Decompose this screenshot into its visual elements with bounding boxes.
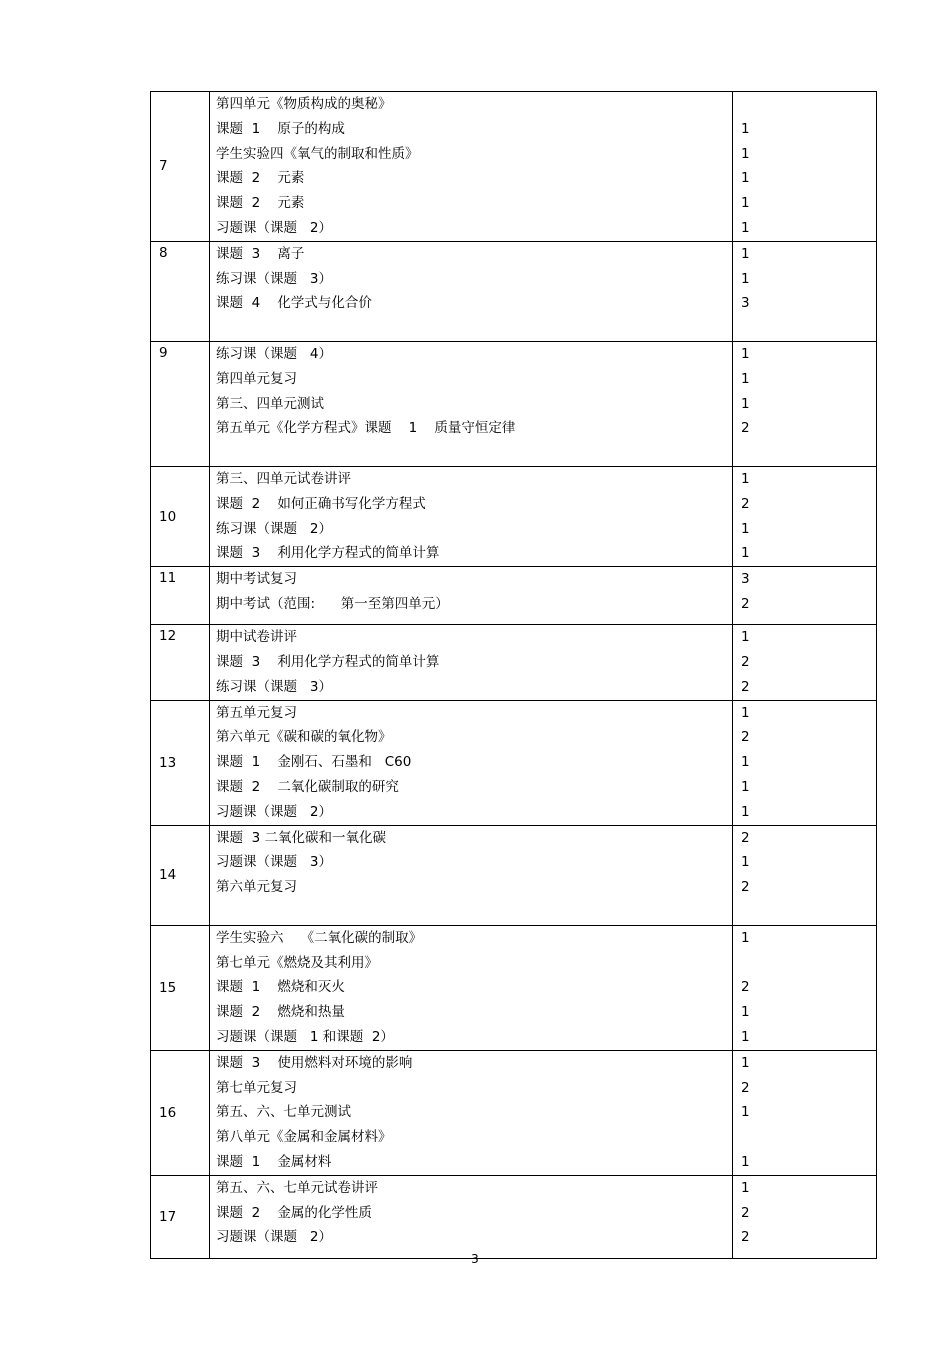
hours-value: 1: [741, 195, 750, 212]
hours-value: 1: [741, 803, 750, 820]
hours-value: 1: [741, 370, 750, 387]
topic-cell: [210, 825, 733, 925]
hours-value: 1: [741, 754, 750, 771]
topic-cell: [210, 1175, 733, 1258]
hours-value: 2: [741, 653, 750, 670]
topic-line: 练习课（课题 3）: [216, 678, 332, 695]
hours-value: 1: [741, 704, 750, 721]
topic-line: 课题 3 利用化学方程式的简单计算: [216, 545, 440, 562]
hours-cell: [733, 241, 877, 341]
hours-value: 2: [741, 729, 750, 746]
hours-value: 1: [741, 1028, 750, 1045]
hours-value: 2: [741, 1079, 750, 1096]
topic-line: 习题课（课题 2）: [216, 803, 332, 820]
week-number: 14: [159, 867, 177, 884]
hours-value: 1: [741, 470, 750, 487]
topic-line: 学生实验六 《二氧化碳的制取》: [216, 929, 423, 946]
week-number-cell: [151, 925, 210, 1050]
topic-line: 第三、四单元测试: [216, 395, 324, 412]
week-number: 11: [159, 570, 177, 587]
week-number-cell: [151, 700, 210, 825]
week-number-cell: [151, 92, 210, 242]
week-number: 10: [159, 508, 177, 525]
topic-line: 练习课（课题 4）: [216, 345, 332, 362]
hours-value: 1: [741, 345, 750, 362]
topic-line: 课题 1 原子的构成: [216, 120, 345, 137]
topic-line: 第四单元《物质构成的奥秘》: [216, 96, 392, 112]
topic-line: 第五、六、七单元测试: [216, 1104, 351, 1121]
week-number: 12: [159, 628, 177, 645]
topic-line: 第八单元《金属和金属材料》: [216, 1129, 392, 1146]
topic-line: 期中考试复习: [216, 571, 297, 588]
topic-line: 第五单元复习: [216, 704, 297, 721]
topic-line: 第六单元复习: [216, 879, 297, 896]
week-number: 7: [159, 158, 168, 175]
topic-line: 课题 4 化学式与化合价: [216, 295, 372, 312]
week-row: [151, 925, 877, 1050]
topic-cell: [210, 466, 733, 566]
topic-cell: [210, 700, 733, 825]
topic-line: 第五、六、七单元试卷讲评: [216, 1179, 378, 1196]
week-row: [151, 1050, 877, 1175]
hours-value: 2: [741, 678, 750, 695]
week-number-cell: [151, 825, 210, 925]
schedule-body: [151, 92, 877, 1259]
hours-cell: [733, 1050, 877, 1175]
hours-cell: [733, 1175, 877, 1258]
hours-value: 2: [741, 595, 750, 612]
topic-line: 课题 2 燃烧和热量: [216, 1004, 345, 1021]
topic-line: 课题 1 燃烧和灭火: [216, 979, 345, 996]
week-row: [151, 700, 877, 825]
hours-cell: [733, 700, 877, 825]
hours-value: 1: [741, 1054, 750, 1071]
week-number-cell: [151, 1175, 210, 1258]
week-number-cell: [151, 341, 210, 466]
week-number-cell: [151, 241, 210, 341]
hours-value: 1: [741, 520, 750, 537]
topic-line: 课题 1 金属材料: [216, 1153, 332, 1170]
hours-value: 1: [741, 145, 750, 162]
hours-value: 1: [741, 629, 750, 646]
topic-line: 课题 2 金属的化学性质: [216, 1204, 372, 1221]
topic-cell: [210, 341, 733, 466]
topic-cell: [210, 625, 733, 700]
topic-line: 第三、四单元试卷讲评: [216, 470, 351, 487]
hours-value: 2: [741, 420, 750, 437]
hours-cell: [733, 92, 877, 242]
week-number: 16: [159, 1104, 177, 1121]
topic-line: 课题 3 离子: [216, 245, 305, 262]
hours-value: 1: [741, 120, 750, 137]
topic-line: 课题 2 元素: [216, 170, 305, 187]
hours-value: 3: [741, 571, 750, 588]
topic-line: 课题 2 如何正确书写化学方程式: [216, 495, 426, 512]
hours-value: 1: [741, 1153, 750, 1170]
week-number: 17: [159, 1208, 177, 1225]
topic-line: 习题课（课题 3）: [216, 854, 332, 871]
week-row: [151, 1175, 877, 1258]
hours-value: 1: [741, 245, 750, 262]
hours-value: 2: [741, 1229, 750, 1246]
hours-cell: [733, 466, 877, 566]
topic-cell: [210, 92, 733, 242]
hours-value: [733, 951, 876, 976]
hours-value: 1: [741, 854, 750, 871]
hours-value: 2: [741, 879, 750, 896]
topic-line: 课题 1 金刚石、石墨和 C60: [216, 754, 412, 771]
topic-line: 习题课（课题 1 和课题 2）: [216, 1028, 394, 1045]
topic-line: 课题 3 二氧化碳和一氧化碳: [216, 829, 386, 846]
hours-value: 2: [741, 829, 750, 846]
topic-line: 第七单元复习: [216, 1079, 297, 1096]
topic-line: 第六单元《碳和碳的氧化物》: [216, 729, 392, 746]
hours-value: 2: [741, 495, 750, 512]
hours-cell: [733, 341, 877, 466]
topic-line: 练习课（课题 2）: [216, 520, 332, 537]
topic-line: 习题课（课题 2）: [216, 219, 332, 236]
topic-line: 课题 2 元素: [216, 195, 305, 212]
hours-cell: [733, 825, 877, 925]
hours-value: 1: [741, 219, 750, 236]
topic-line: 练习课（课题 3）: [216, 270, 332, 287]
hours-value: 1: [741, 395, 750, 412]
hours-value: 2: [741, 979, 750, 996]
week-row: [151, 466, 877, 566]
hours-value: 1: [741, 170, 750, 187]
hours-value: 2: [741, 1204, 750, 1221]
topic-line: 第五单元《化学方程式》课题 1 质量守恒定律: [216, 420, 516, 437]
topic-line: 第四单元复习: [216, 370, 297, 387]
topic-cell: [210, 1050, 733, 1175]
page-number: 3: [471, 1252, 479, 1266]
hours-cell: [733, 567, 877, 625]
topic-line: 课题 3 利用化学方程式的简单计算: [216, 653, 440, 670]
topic-line: 课题 3 使用燃料对环境的影响: [216, 1054, 413, 1071]
hours-value: 1: [741, 1104, 750, 1121]
hours-value: 3: [741, 295, 750, 312]
week-number-cell: [151, 625, 210, 700]
topic-line: 学生实验四《氧气的制取和性质》: [216, 145, 419, 162]
week-number: 9: [159, 344, 168, 361]
week-number: 15: [159, 979, 177, 996]
week-row: [151, 341, 877, 466]
week-row: [151, 567, 877, 625]
hours-value: 1: [741, 778, 750, 795]
hours-value: 1: [741, 929, 750, 946]
topic-line: 期中试卷讲评: [216, 629, 297, 646]
week-row: [151, 241, 877, 341]
hours-value: 1: [741, 545, 750, 562]
hours-value: [733, 92, 876, 117]
topic-cell: [210, 241, 733, 341]
schedule-table: [150, 91, 877, 1259]
hours-cell: [733, 925, 877, 1050]
hours-cell: [733, 625, 877, 700]
topic-line: 第七单元《燃烧及其利用》: [216, 954, 378, 971]
week-row: [151, 625, 877, 700]
week-row: [151, 825, 877, 925]
week-number: 13: [159, 754, 177, 771]
week-number-cell: [151, 1050, 210, 1175]
hours-value: [733, 1125, 876, 1150]
topic-line: 期中考试（范围: 第一至第四单元）: [216, 595, 449, 612]
hours-value: 1: [741, 1179, 750, 1196]
hours-value: 1: [741, 1004, 750, 1021]
topic-line: 课题 2 二氧化碳制取的研究: [216, 778, 399, 795]
week-number-cell: [151, 466, 210, 566]
topic-line: 习题课（课题 2）: [216, 1229, 332, 1246]
topic-cell: [210, 567, 733, 625]
topic-cell: [210, 925, 733, 1050]
week-number: 8: [159, 244, 168, 261]
week-number-cell: [151, 567, 210, 625]
hours-value: 1: [741, 270, 750, 287]
week-row: [151, 92, 877, 242]
